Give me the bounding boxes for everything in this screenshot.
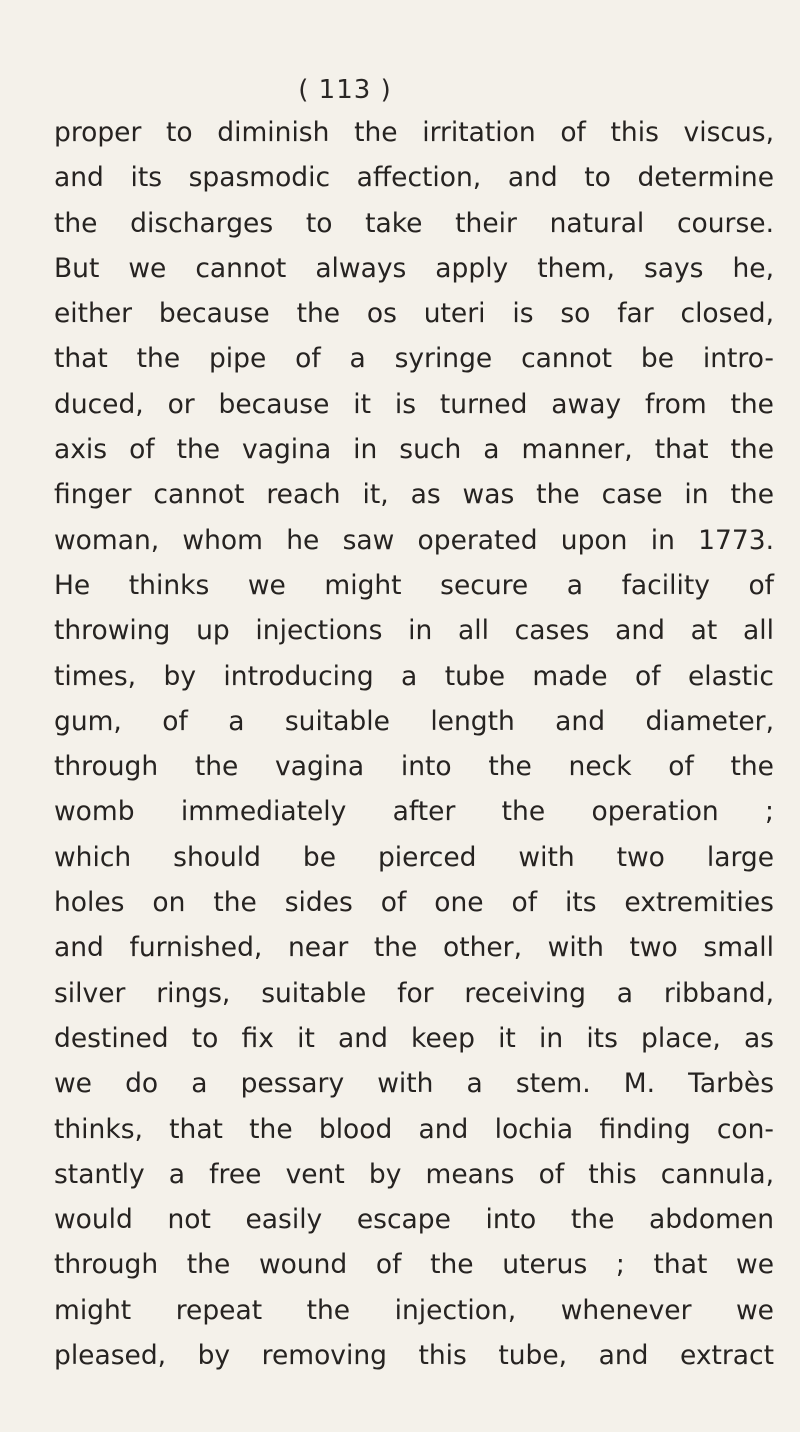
text-line: through the wound of the uterus ; that we bbox=[54, 1249, 774, 1281]
text-line: and furnished, near the other, with two small bbox=[54, 932, 774, 964]
text-line: axis of the vagina in such a manner, that the bbox=[54, 434, 774, 466]
text-line: duced, or because it is turned away from the bbox=[54, 388, 774, 420]
text-line: the discharges to take their natural course. bbox=[54, 207, 774, 239]
text-line: He thinks we might secure a facility of bbox=[54, 569, 774, 601]
page-number: ( 113 ) bbox=[298, 75, 392, 105]
text-line: woman, whom he saw operated upon in 1773. bbox=[54, 524, 774, 556]
text-line: silver rings, suitable for receiving a ribband, bbox=[54, 977, 774, 1009]
text-line: either because the os uteri is so far closed, bbox=[54, 298, 774, 330]
text-line: we do a pessary with a stem. M. Tarbès bbox=[54, 1068, 774, 1100]
text-line: might repeat the injection, whenever we bbox=[54, 1294, 774, 1326]
text-line: stantly a free vent by means of this cannula, bbox=[54, 1158, 774, 1190]
text-line: throwing up injections in all cases and at all bbox=[54, 615, 774, 647]
text-line: thinks, that the blood and lochia finding con- bbox=[54, 1113, 774, 1145]
text-line: finger cannot reach it, as was the case in the bbox=[54, 479, 774, 511]
text-line: through the vagina into the neck of the bbox=[54, 751, 774, 783]
text-line: times, by introducing a tube made of elastic bbox=[54, 660, 774, 692]
body-text bbox=[54, 110, 774, 1378]
text-line: womb immediately after the operation ; bbox=[54, 796, 774, 828]
text-line: destined to fix it and keep it in its place, as bbox=[54, 1022, 774, 1054]
text-line: holes on the sides of one of its extremities bbox=[54, 887, 774, 919]
text-line: would not easily escape into the abdomen bbox=[54, 1204, 774, 1236]
text-line: which should be pierced with two large bbox=[54, 841, 774, 873]
text-line: and its spasmodic affection, and to determine bbox=[54, 162, 774, 194]
text-line: pleased, by removing this tube, and extract bbox=[54, 1340, 774, 1372]
text-line: gum, of a suitable length and diameter, bbox=[54, 705, 774, 737]
text-line: that the pipe of a syringe cannot be intro- bbox=[54, 343, 774, 375]
text-line: But we cannot always apply them, says he, bbox=[54, 252, 774, 284]
text-line: proper to diminish the irritation of this viscus, bbox=[54, 117, 774, 148]
